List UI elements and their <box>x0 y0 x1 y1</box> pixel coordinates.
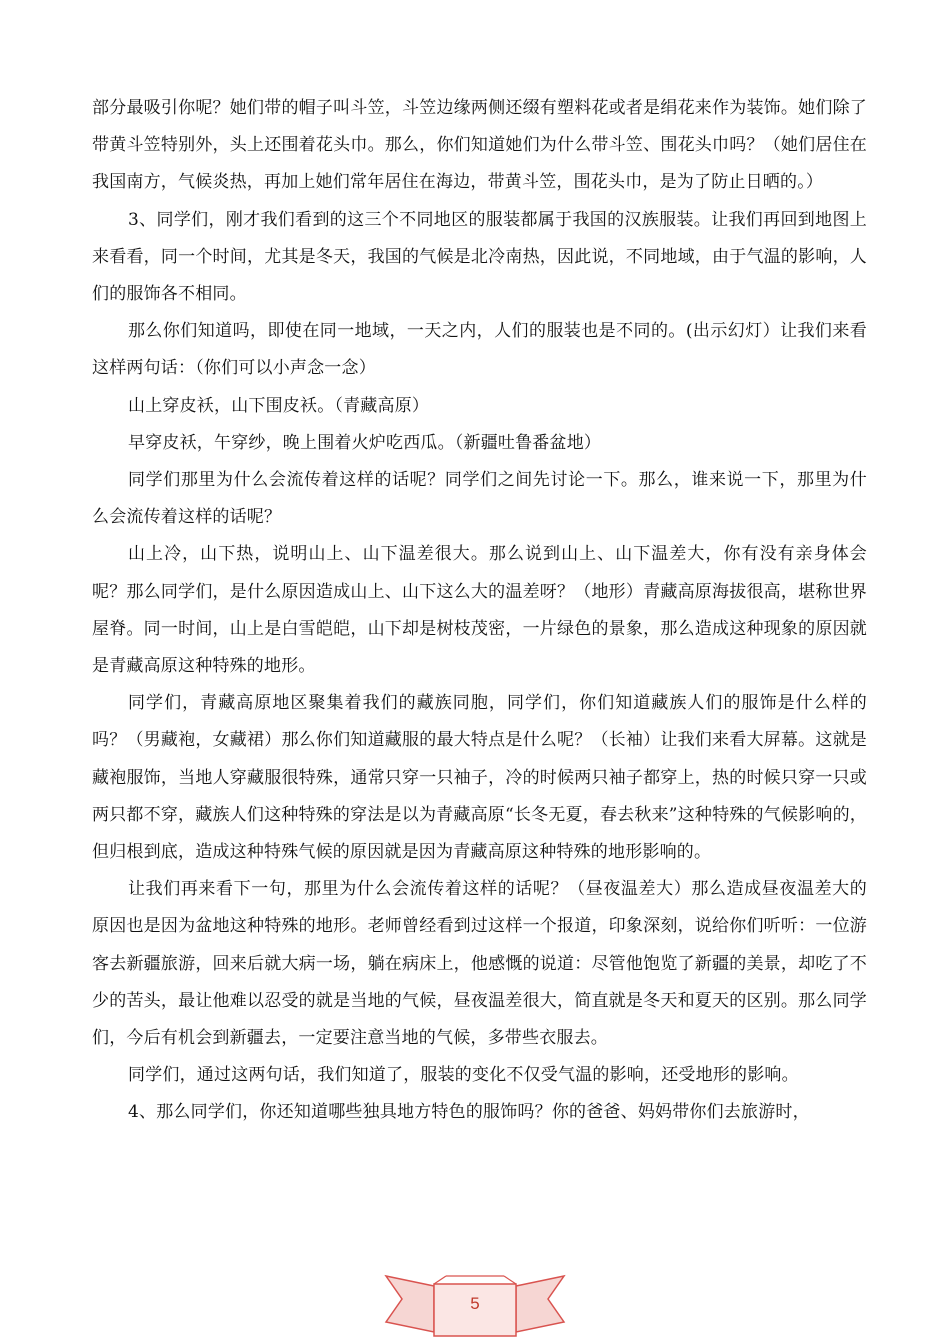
ribbon-right-tail <box>516 1276 564 1332</box>
paragraph: 同学们，青藏高原地区聚集着我们的藏族同胞，同学们，你们知道藏族人们的服饰是什么样的吗？（男藏袍，女藏裙）那么你们知道藏服的最大特点是什么呢？（长袖）让我们来看大屏幕。这就是藏袍服饰，当地人穿藏服很特殊，通常只穿一只袖子，冷的时候两只袖子都穿上，热的时候只穿一只或两只都不穿，藏族人们这种特殊的穿法是以为青藏高原“长冬无夏，春去秋来”这种特殊的气候影响的，但归根到底，造成这种特殊气候的原因就是因为青藏高原这种特殊的地形影响的。 <box>92 693 867 863</box>
paragraph: 同学们，通过这两句话，我们知道了，服装的变化不仅受气温的影响，还受地形的影响。 <box>128 1065 799 1086</box>
paragraph: 那么你们知道吗，即使在同一地域，一天之内，人们的服装也是不同的。(出示幻灯）让我们来看这样两句话：（你们可以小声念一念） <box>92 321 867 379</box>
page-number: 5 <box>470 1294 480 1313</box>
paragraph: 让我们再来看下一句，那里为什么会流传着这样的话呢？（昼夜温差大）那么造成昼夜温差大的原因也是因为盆地这种特殊的地形。老师曾经看到过这样一个报道，印象深刻，说给你们听听：一位游客去新疆旅游，回来后就大病一场，躺在病床上，他感慨的说道：尽管他饱览了新疆的美景，却吃了不少的苦头，最让他难以忍受的就是当地的气候，昼夜温差很大，简直就是冬天和夏天的区别。那么同学们，今后有机会到新疆去，一定要注意当地的气候，多带些衣服去。 <box>92 879 867 1049</box>
page-footer <box>0 1262 950 1344</box>
paragraph: 3、同学们，刚才我们看到的这三个不同地区的服装都属于我国的汉族服装。让我们再回到地图上来看看，同一个时间，尤其是冬天，我国的气候是北冷南热，因此说，不同地域，由于气温的影响，人们的服饰各不相同。 <box>92 209 867 305</box>
ribbon-left-tail <box>386 1276 434 1332</box>
document-body <box>92 90 867 1132</box>
paragraph: 早穿皮袄，午穿纱，晚上围着火炉吃西瓜。（新疆吐鲁番盆地） <box>128 432 602 453</box>
paragraph: 山上穿皮袄，山下围皮袄。（青藏高原） <box>128 395 430 416</box>
paragraph: 4、那么同学们，你还知道哪些独具地方特色的服饰吗？你的爸爸、妈妈带你们去旅游时， <box>128 1102 810 1123</box>
paragraph: 山上冷，山下热，说明山上、山下温差很大。那么说到山上、山下温差大，你有没有亲身体会呢？那么同学们，是什么原因造成山上、山下这么大的温差呀？（地形）青藏高原海拔很高，堪称世界屋脊。同一时间，山上是白雪皑皑，山下却是树枝茂密，一片绿色的景象，那么造成这种现象的原因就是青藏高原这种特殊的地形。 <box>92 544 867 677</box>
paragraph: 部分最吸引你呢？她们带的帽子叫斗笠，斗笠边缘两侧还缀有塑料花或者是绢花来作为装饰。她们除了带黄斗笠特别外，头上还围着花头巾。那么，你们知道她们为什么带斗笠、围花头巾吗？（她们居住在我国南方，气候炎热，再加上她们常年居住在海边，带黄斗笠，围花头巾，是为了防止日晒的。） <box>92 98 867 193</box>
paragraph: 同学们那里为什么会流传着这样的话呢？同学们之间先讨论一下。那么，谁来说一下，那里为什么会流传着这样的话呢？ <box>92 470 867 528</box>
